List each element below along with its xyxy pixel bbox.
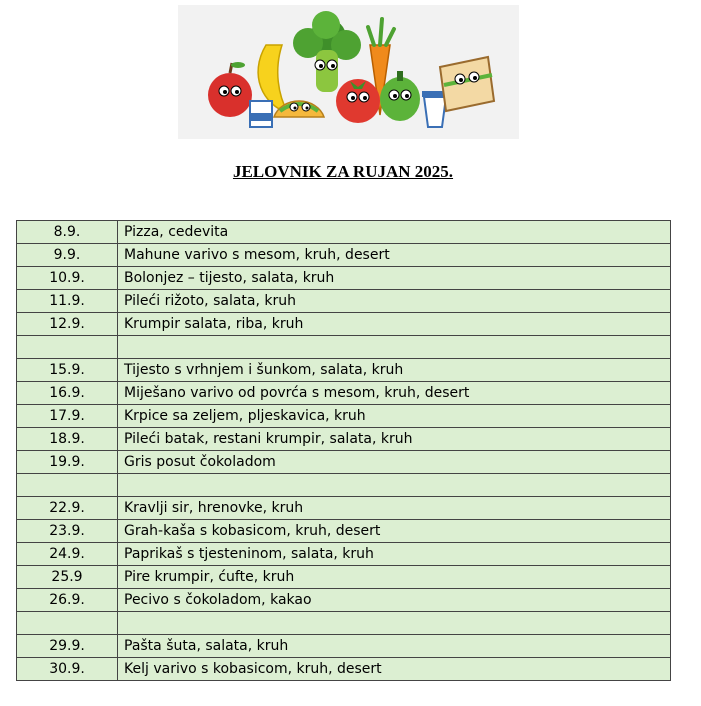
table-row bbox=[17, 635, 671, 658]
menu-date-cell bbox=[17, 612, 118, 635]
table-row bbox=[17, 451, 671, 474]
menu-date-cell: 25.9 bbox=[17, 566, 118, 589]
menu-table-body bbox=[17, 221, 671, 681]
table-row bbox=[17, 428, 671, 451]
menu-meal-cell: Krpice sa zeljem, pljeskavica, kruh bbox=[118, 405, 671, 428]
menu-meal-cell: Grah-kaša s kobasicom, kruh, desert bbox=[118, 520, 671, 543]
menu-date-cell: 18.9. bbox=[17, 428, 118, 451]
menu-date-cell: 30.9. bbox=[17, 658, 118, 681]
menu-date-cell: 22.9. bbox=[17, 497, 118, 520]
menu-date-cell: 12.9. bbox=[17, 313, 118, 336]
menu-meal-cell: Pecivo s čokoladom, kakao bbox=[118, 589, 671, 612]
menu-table bbox=[16, 220, 671, 681]
menu-meal-cell: Pašta šuta, salata, kruh bbox=[118, 635, 671, 658]
menu-date-cell: 29.9. bbox=[17, 635, 118, 658]
menu-meal-cell: Pileći batak, restani krumpir, salata, kruh bbox=[118, 428, 671, 451]
menu-meal-cell: Kravlji sir, hrenovke, kruh bbox=[118, 497, 671, 520]
table-row bbox=[17, 589, 671, 612]
table-row bbox=[17, 566, 671, 589]
menu-date-cell: 8.9. bbox=[17, 221, 118, 244]
menu-meal-cell: Gris posut čokoladom bbox=[118, 451, 671, 474]
menu-date-cell: 11.9. bbox=[17, 290, 118, 313]
menu-date-cell: 26.9. bbox=[17, 589, 118, 612]
menu-date-cell bbox=[17, 336, 118, 359]
table-row bbox=[17, 359, 671, 382]
menu-meal-cell: Pire krumpir, ćufte, kruh bbox=[118, 566, 671, 589]
table-row bbox=[17, 497, 671, 520]
menu-date-cell: 9.9. bbox=[17, 244, 118, 267]
table-row bbox=[17, 658, 671, 681]
table-row bbox=[17, 267, 671, 290]
header-illustration bbox=[178, 5, 519, 139]
table-row bbox=[17, 336, 671, 359]
menu-date-cell: 19.9. bbox=[17, 451, 118, 474]
menu-meal-cell: Kelj varivo s kobasicom, kruh, desert bbox=[118, 658, 671, 681]
menu-date-cell: 15.9. bbox=[17, 359, 118, 382]
menu-date-cell: 16.9. bbox=[17, 382, 118, 405]
menu-date-cell: 23.9. bbox=[17, 520, 118, 543]
table-row bbox=[17, 221, 671, 244]
table-row bbox=[17, 405, 671, 428]
menu-meal-cell: Tijesto s vrhnjem i šunkom, salata, kruh bbox=[118, 359, 671, 382]
menu-meal-cell bbox=[118, 612, 671, 635]
table-row bbox=[17, 612, 671, 635]
menu-date-cell bbox=[17, 474, 118, 497]
table-row bbox=[17, 543, 671, 566]
menu-meal-cell: Pileći rižoto, salata, kruh bbox=[118, 290, 671, 313]
menu-meal-cell: Krumpir salata, riba, kruh bbox=[118, 313, 671, 336]
table-row bbox=[17, 313, 671, 336]
menu-meal-cell: Bolonjez – tijesto, salata, kruh bbox=[118, 267, 671, 290]
menu-meal-cell: Paprikaš s tjesteninom, salata, kruh bbox=[118, 543, 671, 566]
fruit-vegetable-characters-icon bbox=[178, 5, 519, 139]
menu-date-cell: 10.9. bbox=[17, 267, 118, 290]
table-row bbox=[17, 382, 671, 405]
menu-meal-cell bbox=[118, 474, 671, 497]
menu-date-cell: 17.9. bbox=[17, 405, 118, 428]
menu-meal-cell: Pizza, cedevita bbox=[118, 221, 671, 244]
table-row bbox=[17, 244, 671, 267]
menu-meal-cell: Miješano varivo od povrća s mesom, kruh, desert bbox=[118, 382, 671, 405]
menu-date-cell: 24.9. bbox=[17, 543, 118, 566]
menu-meal-cell bbox=[118, 336, 671, 359]
table-row bbox=[17, 290, 671, 313]
menu-meal-cell: Mahune varivo s mesom, kruh, desert bbox=[118, 244, 671, 267]
page-title: JELOVNIK ZA RUJAN 2025. bbox=[232, 162, 454, 181]
table-row bbox=[17, 520, 671, 543]
table-row bbox=[17, 474, 671, 497]
